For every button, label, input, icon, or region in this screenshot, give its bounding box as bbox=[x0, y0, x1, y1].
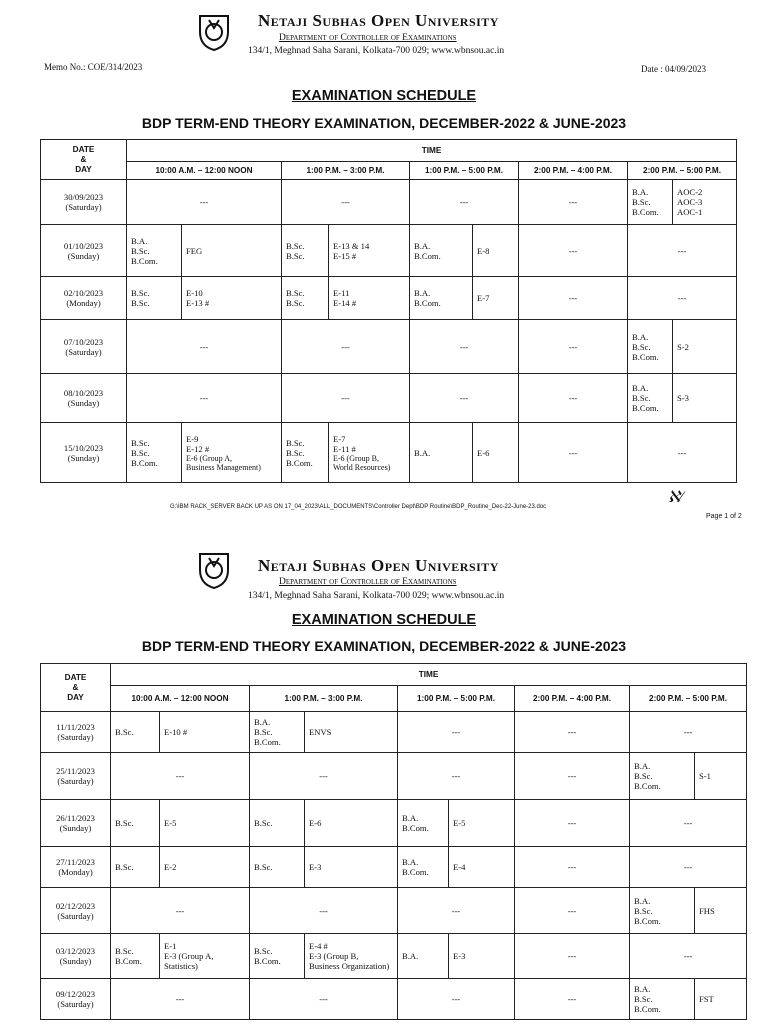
course-list: E-9 E-12 # E-6 (Group A, Business Management) bbox=[186, 433, 261, 472]
slot-header: 2:00 P.M. – 4:00 P.M. bbox=[515, 686, 630, 712]
table-row bbox=[41, 800, 747, 847]
slot-header: 1:00 P.M. – 5:00 P.M. bbox=[398, 686, 515, 712]
empty-slot-cell: --- bbox=[515, 753, 630, 800]
course-list: E-1 E-3 (Group A, Statistics) bbox=[164, 941, 214, 971]
programme-list: B.A. B.Sc. B.Com. bbox=[630, 979, 695, 1019]
course-list: E-4 # E-3 (Group B, Business Organization) bbox=[309, 941, 390, 971]
course-list: E-5 bbox=[164, 818, 177, 828]
university-name: Netaji Subhas Open University bbox=[258, 556, 499, 575]
table-row bbox=[41, 934, 747, 979]
table-row bbox=[41, 423, 737, 483]
exam-slot-cell bbox=[628, 320, 737, 374]
course-list: E-7 E-11 # E-6 (Group B, World Resources) bbox=[333, 433, 391, 472]
slot-header: 1:00 P.M. – 3:00 P.M. bbox=[250, 686, 398, 712]
date-cell: 30/09/2023 (Saturday) bbox=[41, 180, 127, 225]
table-row bbox=[41, 979, 747, 1020]
course-list: E-4 bbox=[453, 862, 466, 872]
course-list: E-7 bbox=[477, 293, 490, 303]
empty-slot-cell: --- bbox=[515, 979, 630, 1020]
page-2 bbox=[0, 535, 768, 1024]
empty-slot-cell: --- bbox=[519, 180, 628, 225]
empty-slot-cell: --- bbox=[519, 320, 628, 374]
empty-slot-cell: --- bbox=[410, 320, 519, 374]
issue-date: Date : 04/09/2023 bbox=[641, 64, 706, 74]
programme-list: B.Sc. B.Sc. bbox=[282, 225, 329, 276]
date-cell: 27/11/2023 (Monday) bbox=[41, 847, 111, 888]
programme-list: B.A. B.Sc. B.Com. bbox=[127, 225, 182, 276]
empty-slot-cell: --- bbox=[628, 225, 737, 277]
programme-list: B.A. B.Com. bbox=[410, 225, 473, 276]
exam-slot-cell bbox=[127, 277, 282, 320]
empty-slot-cell: --- bbox=[628, 423, 737, 483]
exam-slot-cell bbox=[398, 934, 515, 979]
exam-slot-cell bbox=[630, 888, 747, 934]
exam-slot-cell bbox=[630, 979, 747, 1020]
exam-slot-cell bbox=[250, 847, 398, 888]
empty-slot-cell: --- bbox=[515, 934, 630, 979]
address: 134/1, Meghnad Saha Sarani, Kolkata-700 029; www.wbnsou.ac.in bbox=[248, 591, 505, 601]
exam-slot-cell bbox=[282, 225, 410, 277]
exam-slot-cell bbox=[127, 423, 282, 483]
date-cell: 08/10/2023 (Sunday) bbox=[41, 374, 127, 423]
empty-slot-cell: --- bbox=[111, 888, 250, 934]
empty-slot-cell: --- bbox=[282, 180, 410, 225]
table-row bbox=[41, 753, 747, 800]
programme-list: B.A. B.Com. bbox=[398, 847, 449, 887]
address: 134/1, Meghnad Saha Sarani, Kolkata-700 029; www.wbnsou.ac.in bbox=[248, 46, 505, 56]
course-list: ENVS bbox=[309, 727, 332, 737]
exam-slot-cell bbox=[250, 712, 398, 753]
programme-list: B.Sc. bbox=[111, 712, 160, 752]
date-cell: 07/10/2023 (Saturday) bbox=[41, 320, 127, 374]
empty-slot-cell: --- bbox=[519, 225, 628, 277]
exam-slot-cell bbox=[282, 423, 410, 483]
department-name: Department of Controller of Examinations bbox=[279, 577, 457, 587]
slot-header: 2:00 P.M. – 5:00 P.M. bbox=[628, 162, 737, 180]
exam-slot-cell bbox=[398, 847, 515, 888]
course-list: E-5 bbox=[453, 818, 466, 828]
empty-slot-cell: --- bbox=[398, 888, 515, 934]
programme-list: B.Sc. bbox=[111, 847, 160, 887]
course-list: E-10 # bbox=[164, 727, 188, 737]
empty-slot-cell: --- bbox=[127, 374, 282, 423]
schedule-table-page-2 bbox=[40, 663, 747, 1020]
exam-slot-cell bbox=[410, 277, 519, 320]
empty-slot-cell: --- bbox=[630, 712, 747, 753]
programme-list: B.Sc. B.Sc. bbox=[127, 277, 182, 319]
programme-list: B.Sc. B.Sc. B.Com. bbox=[127, 423, 182, 482]
programme-list: B.Sc. B.Sc. bbox=[282, 277, 329, 319]
schedule-subtitle: BDP TERM-END THEORY EXAMINATION, DECEMBER-2022 & JUNE-2023 bbox=[141, 115, 627, 131]
course-list: E-3 bbox=[309, 862, 322, 872]
empty-slot-cell: --- bbox=[515, 888, 630, 934]
university-name: Netaji Subhas Open University bbox=[258, 11, 499, 30]
course-list: S-3 bbox=[677, 393, 689, 403]
programme-list: B.Sc. B.Com. bbox=[111, 934, 160, 978]
table-row bbox=[41, 847, 747, 888]
course-list: FEG bbox=[186, 245, 203, 256]
date-cell: 01/10/2023 (Sunday) bbox=[41, 225, 127, 277]
exam-slot-cell bbox=[111, 847, 250, 888]
exam-slot-cell bbox=[111, 934, 250, 979]
table-row bbox=[41, 277, 737, 320]
programme-list: B.A. B.Com. bbox=[410, 277, 473, 319]
slot-header: 2:00 P.M. – 5:00 P.M. bbox=[630, 686, 747, 712]
slot-header: 2:00 P.M. – 4:00 P.M. bbox=[519, 162, 628, 180]
course-list: E-11 E-14 # bbox=[333, 288, 357, 308]
course-list: S-1 bbox=[699, 771, 711, 781]
time-header: TIME bbox=[127, 140, 737, 162]
empty-slot-cell: --- bbox=[630, 934, 747, 979]
programme-list: B.Sc. bbox=[250, 800, 305, 846]
empty-slot-cell: --- bbox=[410, 374, 519, 423]
table-row bbox=[41, 374, 737, 423]
empty-slot-cell: --- bbox=[398, 712, 515, 753]
exam-slot-cell bbox=[628, 374, 737, 423]
schedule-subtitle: BDP TERM-END THEORY EXAMINATION, DECEMBER-2022 & JUNE-2023 bbox=[141, 638, 627, 654]
exam-slot-cell bbox=[398, 800, 515, 847]
empty-slot-cell: --- bbox=[282, 374, 410, 423]
empty-slot-cell: --- bbox=[519, 277, 628, 320]
table-row bbox=[41, 225, 737, 277]
memo-number: Memo No.: COE/314/2023 bbox=[44, 62, 143, 72]
programme-list: B.A. B.Sc. B.Com. bbox=[628, 374, 673, 422]
empty-slot-cell: --- bbox=[127, 180, 282, 225]
time-header: TIME bbox=[111, 664, 747, 686]
empty-slot-cell: --- bbox=[515, 800, 630, 847]
empty-slot-cell: --- bbox=[630, 847, 747, 888]
page-number: Page 1 of 2 bbox=[706, 513, 742, 520]
programme-list: B.Sc. bbox=[250, 847, 305, 887]
course-list: E-8 bbox=[477, 245, 490, 256]
date-cell: 09/12/2023 (Saturday) bbox=[41, 979, 111, 1020]
exam-slot-cell bbox=[250, 934, 398, 979]
course-list: FHS bbox=[699, 905, 715, 916]
slot-header: 1:00 P.M. – 3:00 P.M. bbox=[282, 162, 410, 180]
exam-slot-cell bbox=[250, 800, 398, 847]
programme-list: B.Sc. bbox=[111, 800, 160, 846]
programme-list: B.Sc. B.Sc. B.Com. bbox=[282, 423, 329, 482]
empty-slot-cell: --- bbox=[628, 277, 737, 320]
date-cell: 02/10/2023 (Monday) bbox=[41, 277, 127, 320]
table-row bbox=[41, 320, 737, 374]
empty-slot-cell: --- bbox=[410, 180, 519, 225]
schedule-table-page-1 bbox=[40, 139, 737, 483]
exam-slot-cell bbox=[410, 423, 519, 483]
empty-slot-cell: --- bbox=[111, 979, 250, 1020]
date-cell: 11/11/2023 (Saturday) bbox=[41, 712, 111, 753]
exam-slot-cell bbox=[628, 180, 737, 225]
table-row bbox=[41, 888, 747, 934]
empty-slot-cell: --- bbox=[282, 320, 410, 374]
exam-slot-cell bbox=[127, 225, 282, 277]
signature: ℵ∕ bbox=[668, 489, 683, 506]
slot-header: 10:00 A.M. – 12:00 NOON bbox=[127, 162, 282, 180]
university-logo-icon bbox=[197, 550, 231, 590]
programme-list: B.A. B.Sc. B.Com. bbox=[630, 888, 695, 933]
date-cell: 25/11/2023 (Saturday) bbox=[41, 753, 111, 800]
empty-slot-cell: --- bbox=[630, 800, 747, 847]
slot-header: 1:00 P.M. – 5:00 P.M. bbox=[410, 162, 519, 180]
programme-list: B.A. B.Sc. B.Com. bbox=[628, 180, 673, 224]
course-list: FST bbox=[699, 994, 714, 1004]
course-list: E-10 E-13 # bbox=[186, 288, 210, 308]
programme-list: B.A. B.Sc. B.Com. bbox=[250, 712, 305, 752]
programme-list: B.Sc. B.Com. bbox=[250, 934, 305, 978]
university-logo-icon bbox=[197, 12, 231, 52]
course-list: AOC-2 AOC-3 AOC-1 bbox=[677, 187, 703, 217]
course-list: E-6 bbox=[309, 818, 322, 828]
schedule-title: EXAMINATION SCHEDULE bbox=[291, 88, 477, 104]
course-list: E-13 & 14 E-15 # bbox=[333, 240, 370, 261]
empty-slot-cell: --- bbox=[250, 979, 398, 1020]
course-list: E-2 bbox=[164, 862, 177, 872]
programme-list: B.A. B.Sc. B.Com. bbox=[630, 753, 695, 799]
date-cell: 26/11/2023 (Sunday) bbox=[41, 800, 111, 847]
empty-slot-cell: --- bbox=[398, 753, 515, 800]
exam-slot-cell bbox=[111, 800, 250, 847]
empty-slot-cell: --- bbox=[398, 979, 515, 1020]
empty-slot-cell: --- bbox=[519, 374, 628, 423]
exam-slot-cell bbox=[410, 225, 519, 277]
empty-slot-cell: --- bbox=[519, 423, 628, 483]
date-day-header: DATE & DAY bbox=[41, 140, 127, 180]
date-cell: 02/12/2023 (Saturday) bbox=[41, 888, 111, 934]
table-row bbox=[41, 180, 737, 225]
exam-slot-cell bbox=[111, 712, 250, 753]
course-list: E-6 bbox=[477, 447, 490, 458]
programme-list: B.A. bbox=[410, 423, 473, 482]
date-cell: 15/10/2023 (Sunday) bbox=[41, 423, 127, 483]
file-path-footer: G:\IBM RACK_SERVER BACK UP AS ON 17_04_2023\ALL_DOCUMENTS\Controller Dept\BDP Routine\BDP_Routine_Dec-22-June-23.doc bbox=[170, 504, 547, 510]
course-list: S-2 bbox=[677, 341, 689, 352]
table-row bbox=[41, 712, 747, 753]
empty-slot-cell: --- bbox=[127, 320, 282, 374]
slot-header: 10:00 A.M. – 12:00 NOON bbox=[111, 686, 250, 712]
empty-slot-cell: --- bbox=[515, 712, 630, 753]
date-day-header: DATE & DAY bbox=[41, 664, 111, 712]
date-cell: 03/12/2023 (Sunday) bbox=[41, 934, 111, 979]
empty-slot-cell: --- bbox=[250, 888, 398, 934]
course-list: E-3 bbox=[453, 951, 466, 961]
exam-slot-cell bbox=[282, 277, 410, 320]
programme-list: B.A. bbox=[398, 934, 449, 978]
empty-slot-cell: --- bbox=[250, 753, 398, 800]
department-name: Department of Controller of Examinations bbox=[279, 33, 457, 43]
programme-list: B.A. B.Com. bbox=[398, 800, 449, 846]
exam-slot-cell bbox=[630, 753, 747, 800]
schedule-title: EXAMINATION SCHEDULE bbox=[291, 612, 477, 628]
empty-slot-cell: --- bbox=[111, 753, 250, 800]
programme-list: B.A. B.Sc. B.Com. bbox=[628, 320, 673, 373]
empty-slot-cell: --- bbox=[515, 847, 630, 888]
